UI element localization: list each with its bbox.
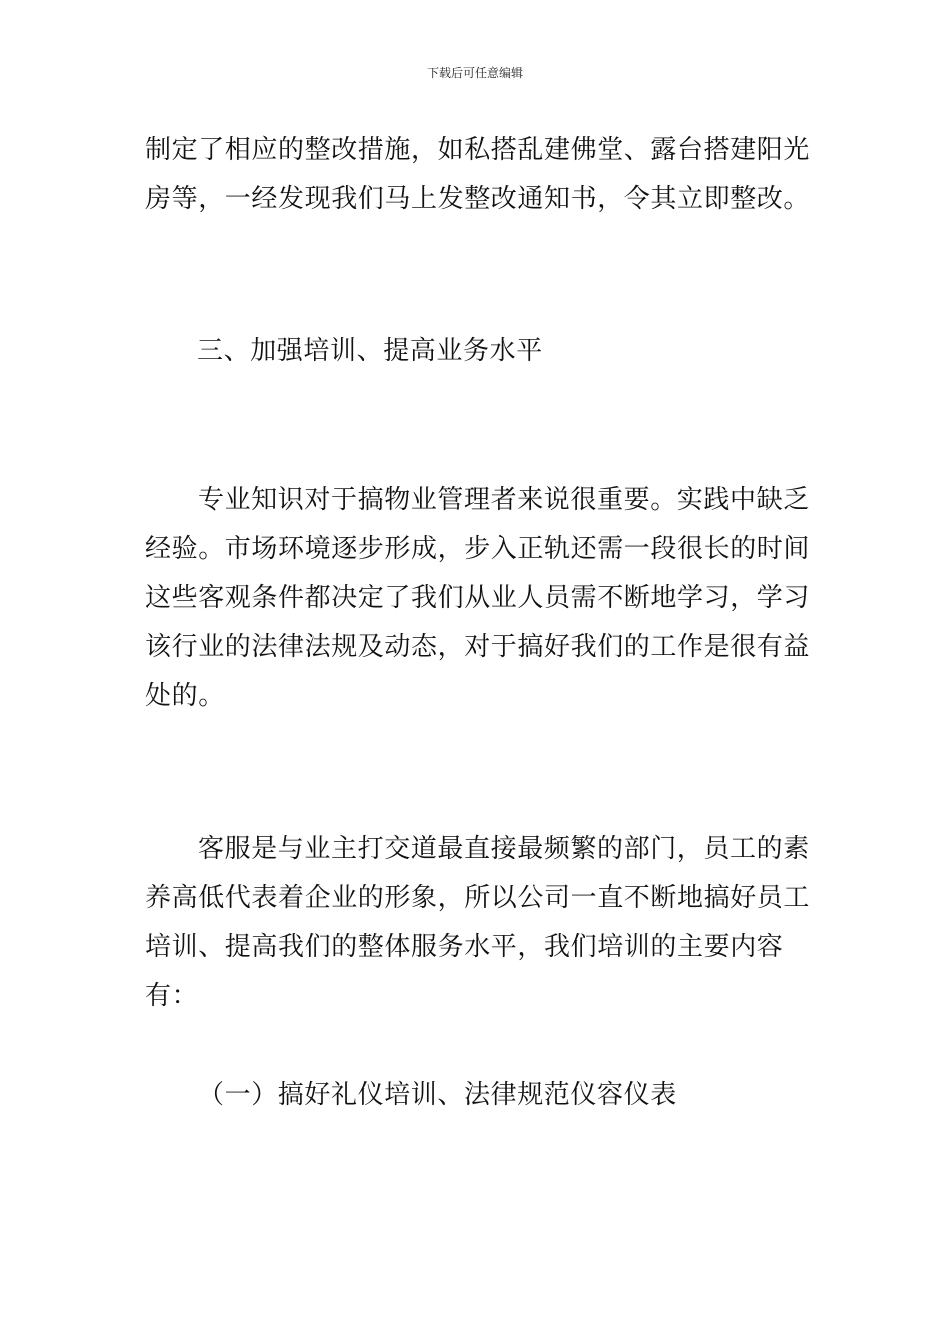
paragraph-customer-service: 客服是与业主打交道最直接最频繁的部门，员工的素养高低代表着企业的形象，所以公司一直不断地搞好员工培训、提高我们的整体服务水平，我们培训的主要内容有：: [145, 834, 811, 1011]
page-header-note: 下载后可任意编辑: [426, 66, 523, 80]
section-heading-training: 三、加强培训、提高业务水平: [197, 336, 543, 366]
subheading-etiquette-training: （一）搞好礼仪培训、法律规范仪容仪表: [198, 1080, 677, 1110]
paragraph-rectification: 制定了相应的整改措施，如私搭乱建佛堂、露台搭建阳光房等，一经发现我们马上发整改通知书，令其立即整改。: [145, 135, 811, 214]
paragraph-professional-knowledge: 专业知识对于搞物业管理者来说很重要。实践中缺乏经验。市场环境逐步形成，步入正轨还需一段很长的时间这些客观条件都决定了我们从业人员需不断地学习，学习该行业的法律法规及动态，对于搞好我们的工作是很有益处的。: [145, 485, 811, 711]
